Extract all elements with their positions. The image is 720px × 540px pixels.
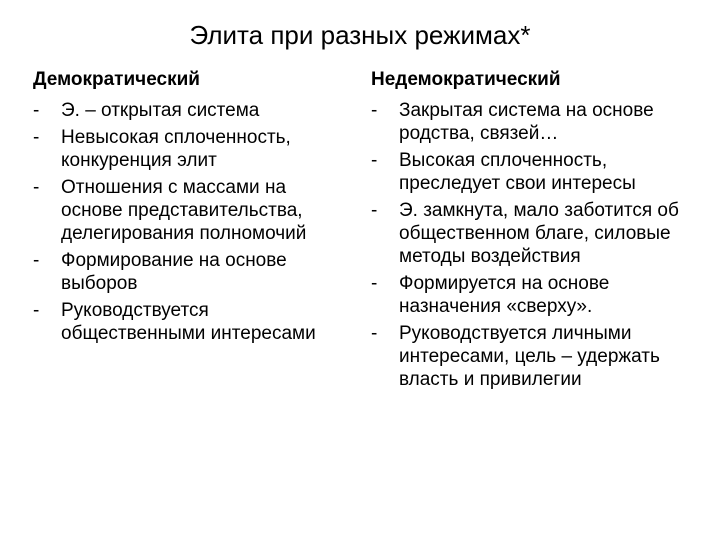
list-item (371, 322, 701, 391)
slide-title: Элита при разных режимах* (189, 20, 531, 50)
nondemocratic-column (371, 68, 701, 395)
list-item-text: Руководствуется личными интересами, цель – удержать власть и привилегии (399, 323, 660, 390)
list-item-text: Э. замкнута, мало заботится об общественном благе, силовые методы воздействия (399, 200, 679, 267)
list-item (33, 299, 351, 345)
bullet-marker: - (371, 323, 383, 344)
list-item-text: Закрытая система на основе родства, связей… (399, 100, 654, 144)
nondemocratic-heading: Недемократический (371, 69, 561, 90)
bullet-marker: - (33, 177, 45, 198)
list-item (371, 99, 701, 145)
list-item-text: Отношения с массами на основе представительства, делегирования полномочий (61, 177, 307, 244)
nondemocratic-list (371, 99, 701, 391)
bullet-marker: - (33, 100, 45, 121)
democratic-list (33, 99, 351, 345)
list-item-text: Руководствуется общественными интересами (61, 300, 316, 344)
democratic-column (33, 68, 351, 349)
bullet-marker: - (371, 100, 383, 121)
bullet-marker: - (33, 250, 45, 271)
list-item (371, 272, 701, 318)
democratic-heading: Демократический (33, 69, 200, 90)
bullet-marker: - (33, 300, 45, 321)
bullet-marker: - (371, 273, 383, 294)
bullet-marker: - (371, 150, 383, 171)
list-item (33, 99, 351, 122)
list-item (371, 199, 701, 268)
list-item-text: Высокая сплоченность, преследует свои интересы (399, 150, 636, 194)
list-item-text: Формирование на основе выборов (61, 250, 287, 294)
list-item (371, 149, 701, 195)
bullet-marker: - (33, 127, 45, 148)
list-item-text: Невысокая сплоченность, конкуренция элит (61, 127, 291, 171)
list-item (33, 176, 351, 245)
list-item (33, 126, 351, 172)
list-item-text: Э. – открытая система (61, 100, 260, 121)
list-item (33, 249, 351, 295)
bullet-marker: - (371, 200, 383, 221)
list-item-text: Формируется на основе назначения «сверху». (399, 273, 610, 317)
